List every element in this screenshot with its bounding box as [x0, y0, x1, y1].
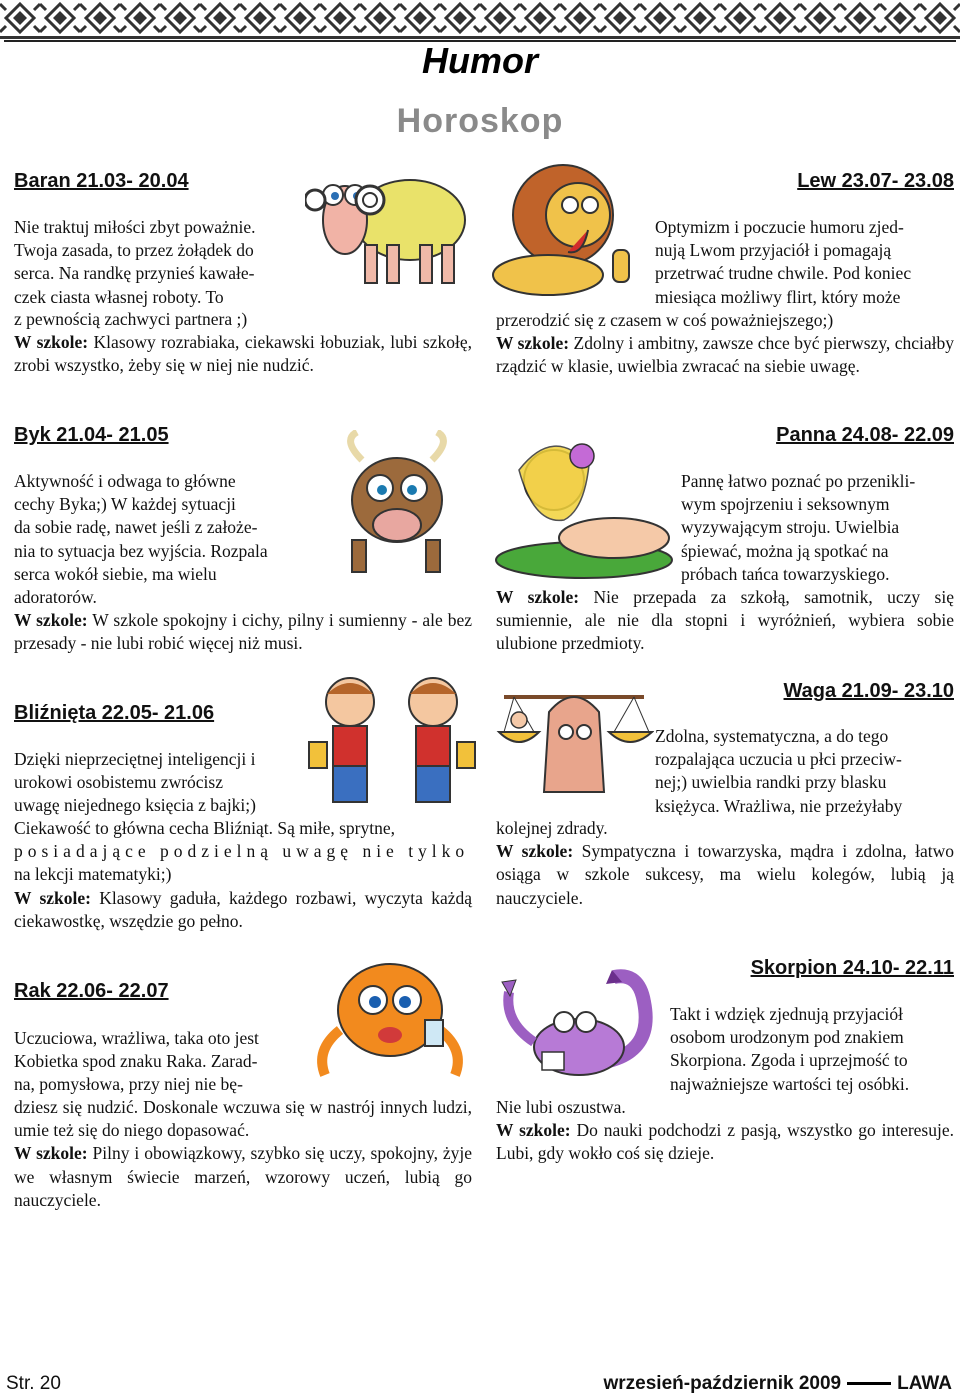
text-line: nia to sytuacja bez wyjścia. Rozpala — [14, 540, 268, 561]
text-line: Takt i wdzięk zjednują przyjaciół — [670, 1004, 903, 1024]
text-line: Aktywność i odwaga to główne — [14, 471, 236, 491]
blizneta-description — [14, 748, 297, 818]
sign-title-lew: Lew 23.07- 23.08 — [797, 170, 954, 192]
text-line: Nie lubi oszustwa. — [496, 1097, 626, 1117]
text-line: miesiąca możliwy flirt, który może — [655, 286, 901, 307]
issue-date: wrzesień-październik 2009 — [603, 1373, 842, 1394]
text-line: na, pomysłowa, przy niej nie bę- — [14, 1074, 243, 1095]
text-line: Skorpiona. Zgoda i uprzejmość to — [670, 1050, 908, 1071]
text-line: Twoja zasada, to przez żołądek do — [14, 240, 254, 261]
panna-school — [496, 586, 954, 656]
decorative-border — [0, 0, 960, 40]
rak-school — [14, 1096, 472, 1212]
text-line: da sobie radę, nawet jeśli z założe- — [14, 517, 258, 538]
crab-illustration — [305, 950, 475, 1090]
school-text: Do nauki podchodzi z pasją, wszystko go interesuje. Lubi, gdy wokło coś się dzieje. — [496, 1120, 954, 1164]
text-line: przetrwać trudne chwile. Pod koniec — [655, 263, 912, 284]
baran-description — [14, 216, 299, 309]
school-text: Klasowy gaduła, każdego rozbawi, wyczyta każdą ciekawostkę, wszędzie go pełno. — [14, 887, 473, 931]
panna-description — [681, 470, 954, 586]
byk-description — [14, 470, 307, 609]
baran-school — [14, 308, 472, 378]
school-label: W szkole: — [496, 1120, 571, 1141]
scorpion-illustration — [494, 952, 664, 1092]
text-line: czek ciasta własnej roboty. To — [14, 286, 224, 307]
text-line: nej;) uwielbia randki przy blasku — [655, 772, 887, 793]
text-line: śpiewać, można ją spotkać na — [681, 540, 889, 561]
sign-title-baran: Baran 21.03- 20.04 — [14, 170, 189, 192]
school-label: W szkole: — [14, 332, 89, 353]
sign-title-blizneta: Bliźnięta 22.05- 21.06 — [14, 702, 215, 724]
text-line: osobom urodzonym pod znakiem — [670, 1027, 904, 1048]
twins-illustration — [305, 672, 480, 817]
text-line: Dzięki nieprzeciętnej inteligencji i — [14, 749, 256, 769]
school-text: Nie przepada za szkołą, samotnik, uczy się sumiennie, ale nie dla stopni i wyróżnień, wybiera sobie ulubione przedmioty. — [496, 587, 954, 654]
school-label: W szkole: — [496, 841, 574, 862]
text-line: Pannę łatwo poznać po przenikli- — [681, 471, 916, 491]
text-line: Uczuciowa, wrażliwa, taka oto jest — [14, 1028, 259, 1048]
text-line: Optymizm i poczucie humoru zjed- — [655, 217, 904, 237]
text-line: najważniejsze wartości tej osóbki. — [670, 1073, 910, 1094]
scales-illustration — [494, 672, 654, 812]
lion-illustration — [488, 160, 648, 300]
text-line: rozpalająca uczucia u płci przeciw- — [655, 749, 902, 770]
sign-title-skorpion: Skorpion 24.10- 22.11 — [750, 957, 954, 979]
text-line: wyzywającym stroju. Uwielbia — [681, 517, 900, 538]
rak-description — [14, 1027, 297, 1097]
text-line: wym spojrzeniu i seksownym — [681, 494, 890, 515]
text-line: przerodzić się z czasem w coś poważniejszego;) — [496, 310, 834, 330]
magazine-name: LAWA — [897, 1373, 952, 1394]
ram-illustration — [305, 160, 470, 290]
section-title: Humor — [422, 40, 538, 81]
sign-title-rak: Rak 22.06- 22.07 — [14, 980, 169, 1002]
skorpion-description — [670, 1003, 954, 1096]
lew-description — [655, 216, 954, 309]
text-line: z pewnością zachwyci partnera ;) — [14, 309, 248, 329]
page-number: Str. 20 — [6, 1373, 61, 1394]
text-line: próbach tańca towarzyskiego. — [681, 563, 890, 584]
footer-dash — [847, 1382, 891, 1385]
text-line: Nie traktuj miłości zbyt poważnie. — [14, 217, 256, 237]
text-line: serca wokół siebie, ma wielu — [14, 563, 217, 584]
school-text: Zdolny i ambitny, zawsze chce być pierwszy, chciałby rządzić w klasie, uwielbia zwracać na siebie uwagę. — [496, 333, 955, 377]
virgo-illustration — [494, 430, 674, 580]
text-line: dziesz się nudzić. Doskonale wczuwa się w nastrój innych ludzi, umie też się do niego dopasować. — [14, 1097, 472, 1141]
text-line: Ciekawość to główna cecha Bliźniąt. Są miłe, sprytne, — [14, 818, 396, 838]
text-line: cechy Byka;) W każdej sytuacji — [14, 494, 236, 515]
text-line: na lekcji matematyki;) — [14, 864, 172, 885]
page-title: Horoskop — [396, 102, 564, 140]
blizneta-school — [14, 817, 472, 933]
bull-illustration — [322, 430, 472, 580]
school-text: W szkole spokojny i cichy, pilny i sumienny - ale bez przesady - nie lubi robić więcej niż musi. — [14, 610, 473, 654]
lew-school — [496, 309, 954, 379]
text-line: nują Lwom przyjaciół i pomagają — [655, 240, 892, 261]
issue-info — [604, 1373, 953, 1395]
skorpion-school — [496, 1096, 954, 1166]
text-line: posiadające podzielną uwagę nie tylko — [14, 841, 470, 862]
sign-title-waga: Waga 21.09- 23.10 — [783, 680, 954, 702]
text-line: Kobietka spod znaku Raka. Zarad- — [14, 1051, 258, 1072]
byk-school — [14, 609, 472, 655]
waga-description — [655, 725, 954, 818]
waga-school — [496, 817, 954, 910]
school-label: W szkole: — [14, 610, 88, 630]
school-text: Pilny i obowiązkowy, szybko się uczy, spokojny, żyje we własnym świecie marzeń, wzorowy uczeń, lubią go nauczyciele. — [14, 1143, 473, 1210]
sign-title-byk: Byk 21.04- 21.05 — [14, 424, 169, 446]
text-line: Zdolna, systematyczna, a do tego — [655, 726, 889, 746]
school-label: W szkole: — [14, 1143, 88, 1164]
text-line: adoratorów. — [14, 587, 97, 608]
text-line: serca. Na randkę przynieś kawałe- — [14, 263, 255, 284]
school-label: W szkole: — [496, 333, 570, 354]
school-text: Sympatyczna i towarzyska, mądra i zdolna, łatwo osiąga w szkole sukcesy, ma wielu kolegów, lubią ją nauczyciele. — [496, 841, 954, 908]
text-line: kolejnej zdrady. — [496, 818, 608, 838]
school-text: Klasowy rozrabiaka, ciekawski łobuziak, lubi szkołę, zrobi wszystko, żeby się w niej nie nudzić. — [14, 332, 472, 376]
school-label: W szkole: — [496, 587, 580, 607]
school-label: W szkole: — [14, 887, 91, 908]
sign-title-panna: Panna 24.08- 22.09 — [776, 424, 954, 446]
text-line: uwagę niejednego księcia z bajki;) — [14, 795, 256, 816]
text-line: księżyca. Wrażliwa, nie przeżyłaby — [655, 795, 903, 816]
text-line: urokowi osobistemu zwrócisz — [14, 772, 223, 793]
